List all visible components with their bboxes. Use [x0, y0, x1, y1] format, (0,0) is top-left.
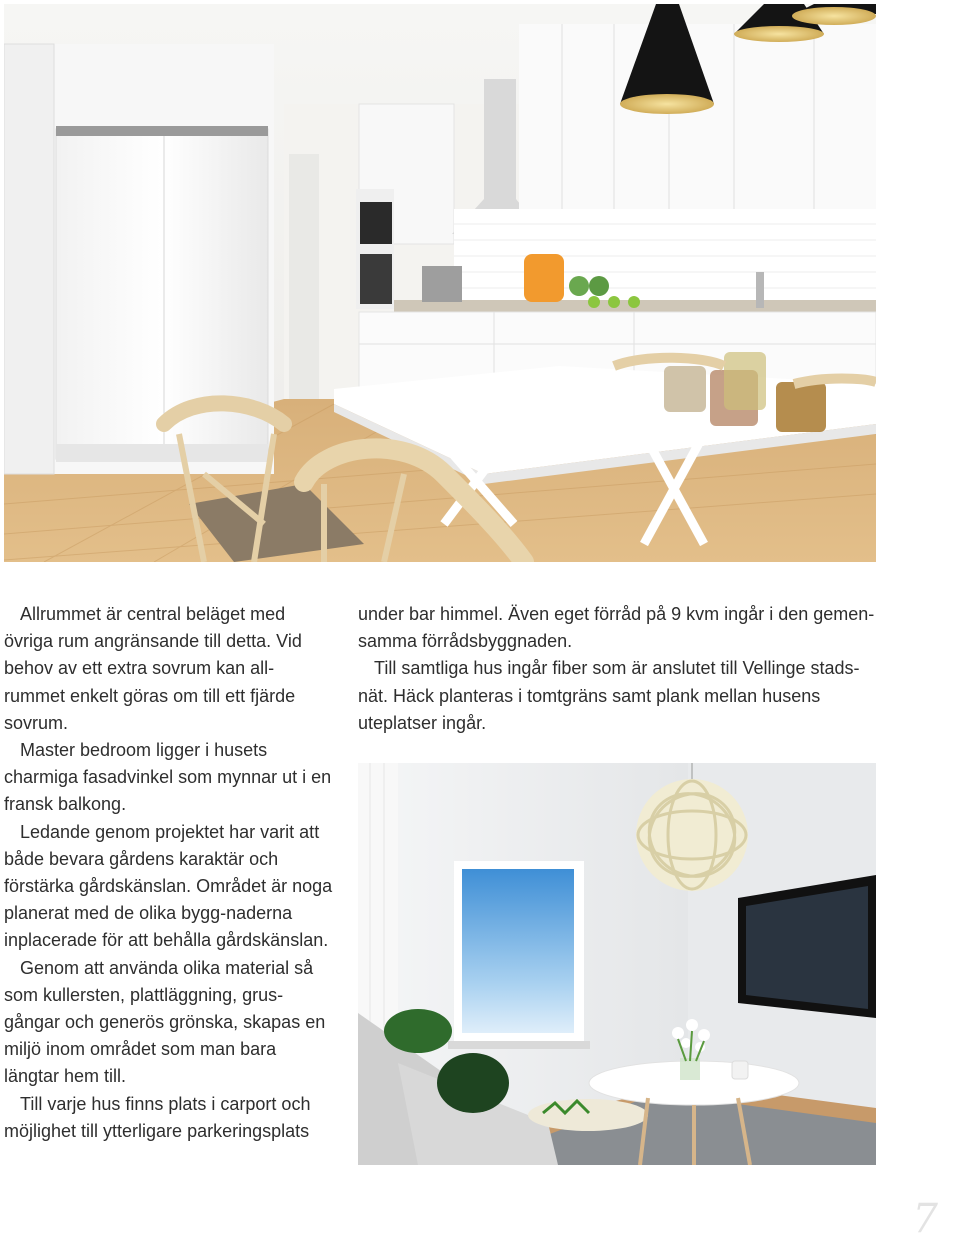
paragraph-material: Genom att använda olika material så som kullersten, plattläggning, grus-gångar och generös grönska, skapas en miljö inom området som man bara längtar hem till. [4, 957, 326, 1087]
page-number: 7 [912, 1196, 938, 1242]
paragraph-master-bedroom: Master bedroom ligger i husets charmiga fasadvinkel som mynnar ut i en fransk balkong. [4, 740, 332, 815]
body-text-left-column [4, 601, 334, 1145]
living-room-photo [358, 763, 876, 1165]
paragraph-forrad: under bar himmel. Även eget förråd på 9 kvm ingår i den gemen-samma förrådsbyggnaden. [358, 604, 875, 652]
body-text-right-column [358, 601, 878, 737]
paragraph-allrummet: Allrummet är central beläget med övriga rum angränsande till detta. Vid behov av ett extra sovrum kan all-rummet enkelt göras om till ett fjärde sovrum. [4, 604, 302, 733]
kitchen-dining-photo [4, 4, 876, 562]
paragraph-fiber: Till samtliga hus ingår fiber som är anslutet till Vellinge stads-nät. Häck planteras i tomtgräns samt plank mellan husens uteplatser ingår. [358, 658, 860, 733]
paragraph-gardskansla: Ledande genom projektet har varit att både bevara gårdens karaktär och förstärka gårdskänslan. Området är noga planerat med de olika bygg-naderna inplacerade för att behålla gårdskänslan. [4, 821, 333, 951]
paragraph-carport: Till varje hus finns plats i carport och möjlighet till ytterligare parkeringsplats [4, 1093, 311, 1141]
